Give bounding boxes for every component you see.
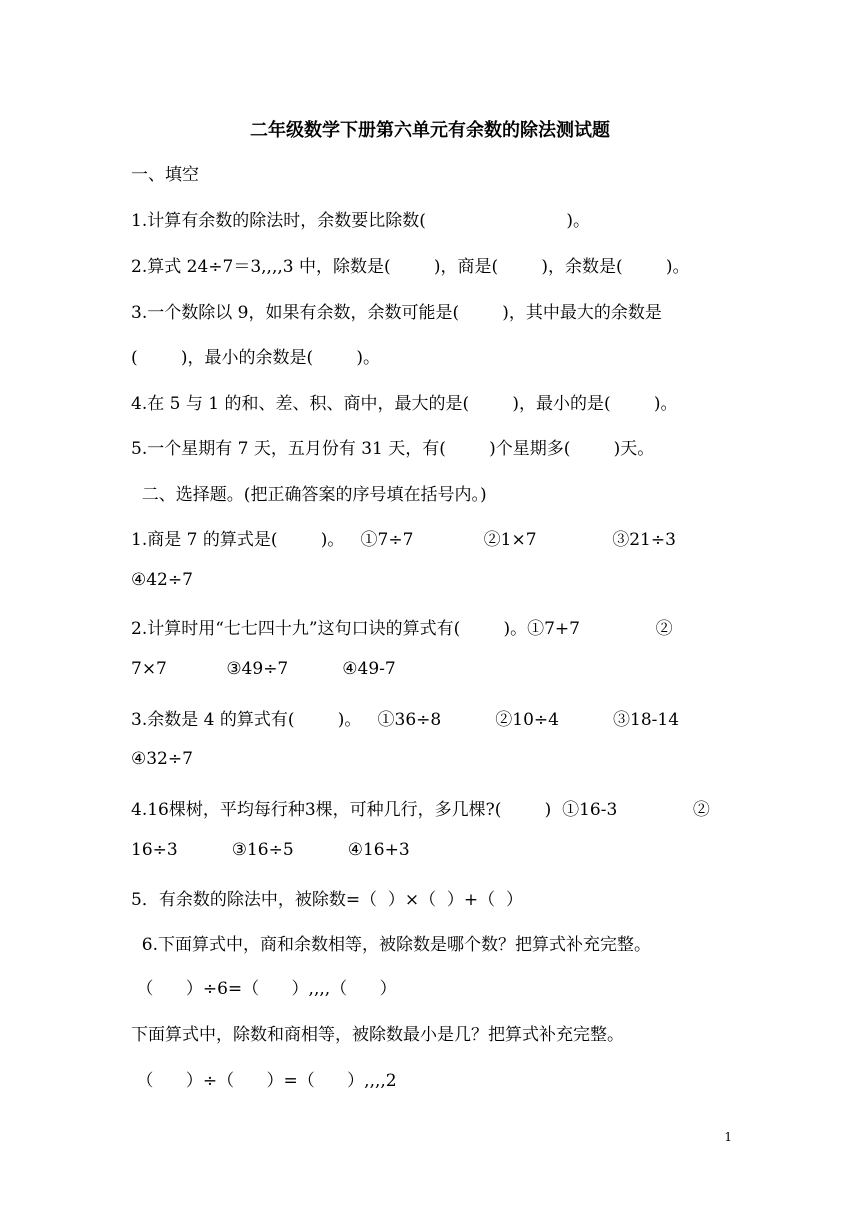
question-line: 4.16棵树，平均每行种3棵，可种几行，多几棵?( ) ①16-3 ② — [131, 800, 710, 820]
question-line: 1.计算有余数的除法时，余数要比除数( )。 — [131, 211, 590, 231]
question-line: 4.在 5 与 1 的和、差、积、商中，最大的是( )，最小的是( )。 — [131, 394, 678, 414]
question-line: 5．有余数的除法中，被除数=（ ）×（ ）+（ ） — [131, 890, 523, 910]
question-line: 5.一个星期有 7 天，五月份有 31 天，有( )个星期多( )天。 — [131, 439, 655, 459]
question-line: 6.下面算式中，商和余数相等，被除数是哪个数？把算式补充完整。 — [131, 935, 652, 955]
question-line: 7×7 ③49÷7 ④49-7 — [131, 659, 396, 679]
section-heading-choice: 二、选择题。(把正确答案的序号填在括号内。) — [131, 485, 487, 505]
question-line: 2.计算时用“七七四十九”这句口诀的算式有( )。①7+7 ② — [131, 619, 673, 639]
question-line: （ ）÷（ ）=（ ）,,,,2 — [131, 1071, 397, 1091]
question-line: 16÷3 ③16÷5 ④16+3 — [131, 840, 410, 860]
question-line: ( )，最小的余数是( )。 — [131, 348, 380, 368]
question-line: ④42÷7 — [131, 570, 193, 590]
question-line: 1.商是 7 的算式是( )。 ①7÷7 ②1×7 ③21÷3 — [131, 530, 676, 550]
question-line: ④32÷7 — [131, 749, 193, 769]
question-line: 下面算式中，除数和商相等，被除数最小是几？把算式补充完整。 — [131, 1025, 624, 1045]
page-title: 二年级数学下册第六单元有余数的除法测试题 — [250, 120, 610, 141]
question-line: 3.一个数除以 9，如果有余数，余数可能是( )，其中最大的余数是 — [131, 303, 662, 323]
page-number: 1 — [724, 1130, 732, 1144]
question-line: 3.余数是 4 的算式有( )。 ①36÷8 ②10÷4 ③18-14 — [131, 710, 680, 730]
question-line: （ ）÷6=（ ）,,,,（ ） — [131, 979, 397, 999]
section-heading-fill-blanks: 一、填空 — [131, 165, 199, 185]
question-line: 2.算式 24÷7＝3,,,,3 中，除数是( )，商是( )，余数是( )。 — [131, 257, 690, 277]
